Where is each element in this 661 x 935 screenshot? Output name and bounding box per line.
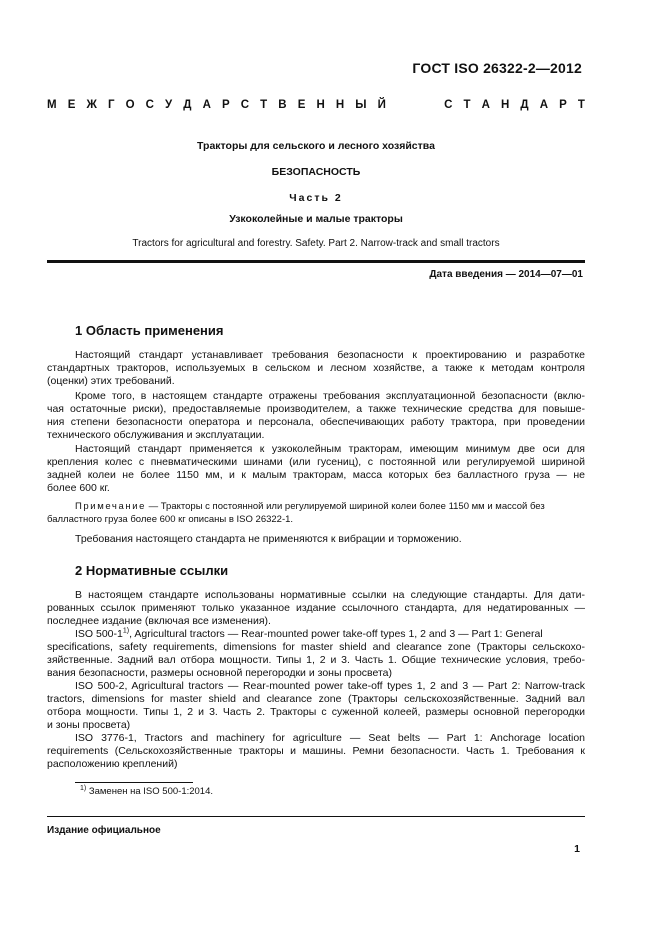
note-line-1: — Тракторы с постоянной или регулируемой шириной колеи более 1150 мм и массой без (146, 501, 545, 512)
banner-gap (397, 99, 433, 111)
banner-letter: Ы (355, 99, 367, 111)
section-1-p1 (47, 349, 585, 388)
footnote-divider (75, 782, 193, 783)
text-line: tractors, dimensions for master shield and clearance zone (Тракторы сельскохозяйственные. Задний вал (47, 692, 585, 705)
banner-letter: Е (67, 99, 76, 111)
introduction-date: Дата введения — 2014—07—01 (429, 269, 583, 280)
banner-letter: Н (316, 99, 325, 111)
title-subtitle: Узкоколейные и малые тракторы (229, 213, 403, 225)
banner-letter: О (125, 99, 135, 111)
section-1-p4: Требования настоящего стандарта не применяются к вибрации и торможению. (75, 533, 462, 545)
banner-letter: Р (221, 99, 230, 111)
ref1-line-1 (47, 628, 585, 641)
banner-letter: Е (297, 99, 306, 111)
banner-letter: А (481, 99, 490, 111)
text-line: зяйственные. Задний вал отбора мощности. Типы 1, 2 и 3. Часть 1. Общие технические условия, требо- (47, 653, 585, 666)
document-code: ГОСТ ISO 26322-2—2012 (412, 60, 582, 76)
text-line: чая остаточные риски), предоставляемые производителем, а также технические средства для повыше- (47, 402, 585, 415)
banner-letter: Т (577, 99, 585, 111)
text-line: последнее издание (включая все изменения). (47, 614, 271, 627)
reference-iso-500-1 (47, 628, 585, 680)
banner-letter: С (240, 99, 250, 111)
banner-letter: Ж (86, 99, 97, 111)
footnote (80, 786, 213, 797)
interstate-standard-banner (47, 99, 585, 111)
text-line: расположению креплений) (47, 757, 178, 770)
section-2-p1 (47, 589, 585, 628)
section-1-p2 (47, 390, 585, 442)
text-line: Настоящий стандарт применяется к узкоколейным тракторам, имеющим минимум две оси для (75, 443, 585, 455)
banner-letter: А (202, 99, 211, 111)
text-line: более 600 кг. (47, 481, 110, 494)
banner-letter: Р (559, 99, 567, 111)
footnote-text: Заменен на ISO 500-1:2014. (86, 786, 214, 797)
section-2-heading: 2 Нормативные ссылки (75, 563, 229, 578)
text-line: и зоны просвета) (47, 718, 131, 731)
footnote-marker: 1) (122, 627, 130, 635)
header-divider (47, 260, 585, 263)
note-line-2: балластного груза более 600 кг описаны в ISO 26322-1. (47, 513, 294, 525)
banner-letter: Н (501, 99, 510, 111)
title-russian: Тракторы для сельского и лесного хозяйства (197, 140, 435, 152)
text-line: ISO 3776-1, Tractors and machinery for agriculture — Seat belts — Part 1: Anchorage location (75, 732, 585, 744)
ref1-line-1-rest: , Agricultural tractors — Rear-mounted power take-off types 1, 2 and 3 — Part 1: General (129, 628, 543, 640)
banner-letter: Н (335, 99, 345, 111)
banner-letter: М (47, 99, 57, 111)
reference-iso-3776-1 (47, 732, 585, 771)
text-line: (оценки) этих требований. (47, 374, 175, 387)
text-line: задней колеи не более 1150 мм, и к малым тракторам, масса которых без балластного груза — не (47, 468, 585, 481)
text-line: отбора мощности. Типы 1, 2 и 3. Часть 2. Тракторы с суженной колеей, размеры основной перегородки (47, 705, 585, 718)
banner-letter: С (145, 99, 154, 111)
section-1-heading: 1 Область применения (75, 323, 224, 338)
title-english: Tractors for agricultural and forestry. Safety. Part 2. Narrow-track and small tractors (132, 238, 500, 249)
banner-letter: Й (377, 99, 386, 111)
text-line: технического обслуживания и эксплуатации. (47, 428, 265, 441)
footnote-number: 1) (80, 784, 87, 792)
banner-letter: Д (520, 99, 529, 111)
title-part: Часть 2 (289, 192, 343, 204)
text-line: стандартных тракторов, используемых в сельском и лесном хозяйстве, а также к методам контроля (47, 361, 585, 374)
banner-letter: В (278, 99, 287, 111)
banner-letter: Г (107, 99, 115, 111)
text-line: Настоящий стандарт устанавливает требования безопасности к проектированию и разработке (75, 349, 585, 361)
page-number: 1 (574, 843, 580, 855)
ref1-code: ISO 500-1 (75, 628, 123, 640)
text-line: крепления колес с пневматическими шинами (или гусениц), с постоянной или регулируемой шириной (47, 455, 585, 468)
text-line: ния степени безопасности оператора и персонала, обеспечивающих работу трактора, при проведении (47, 415, 585, 428)
text-line: specifications, safety requirements, dimensions for master shield and clearance zone (Тракторы сельскохо- (47, 640, 585, 653)
section-1-note (47, 501, 583, 526)
note-lead: Примечание (75, 501, 146, 512)
banner-letter: У (165, 99, 173, 111)
ref1-rest (47, 641, 585, 680)
reference-iso-500-2 (47, 680, 585, 732)
title-safety: БЕЗОПАСНОСТЬ (271, 166, 361, 178)
banner-letter: Т (260, 99, 268, 111)
footer-divider (47, 816, 585, 817)
banner-letter: Д (183, 99, 192, 111)
banner-letter: Т (463, 99, 471, 111)
text-line: Кроме того, в настоящем стандарте отражены требования эксплуатационной безопасности (вклю- (75, 390, 585, 402)
banner-letter: С (444, 99, 453, 111)
banner-letter: А (539, 99, 549, 111)
official-edition: Издание официальное (47, 825, 161, 836)
text-line: вания безопасности, размеры основной перегородки и зоны просвета) (47, 666, 393, 679)
text-line: рованных ссылок применяют только указанное издание ссылочного стандарта, для недатированных — (47, 601, 585, 614)
text-line: ISO 500-2, Agricultural tractors — Rear-mounted power take-off types 1, 2 and 3 — Part 2: Narrow-track (75, 680, 585, 692)
section-1-p3 (47, 443, 585, 495)
text-line: В настоящем стандарте использованы нормативные ссылки на следующие стандарты. Для дати- (75, 589, 585, 601)
text-line: requirements (Сельскохозяйственные тракторы и машины. Ремни безопасности. Часть 1. Требования к (47, 744, 585, 757)
